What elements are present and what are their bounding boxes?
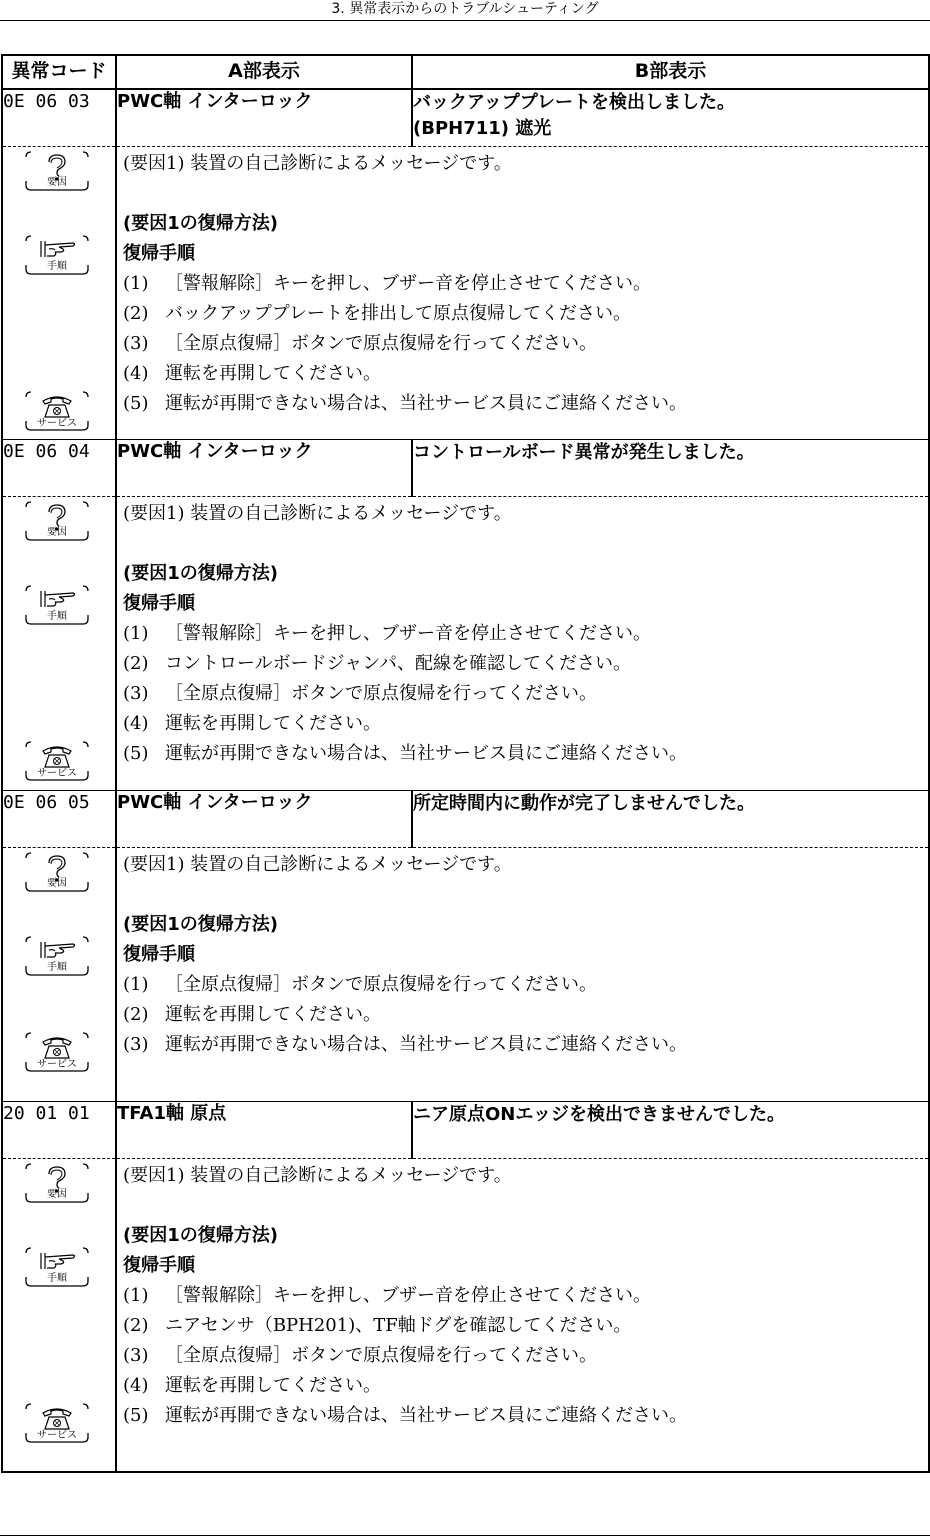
icon-column [2, 147, 116, 440]
procedure-step [123, 649, 928, 679]
procedure-step [123, 389, 928, 419]
b-display-cell [412, 89, 929, 147]
procedure-step [123, 970, 928, 1000]
error-code-cell [2, 440, 116, 497]
detail-text-cell [116, 147, 929, 440]
cause-icon-label: 要因 [47, 177, 67, 188]
error-detail-row [2, 497, 929, 791]
b-display-line: 所定時間内に動作が完了しませんでした。 [413, 793, 755, 814]
cause-text: (要因1) 装置の自己診断によるメッセージです。 [123, 503, 512, 524]
step-number: (2) [123, 1004, 149, 1025]
cause-text: (要因1) 装置の自己診断によるメッセージです。 [123, 1165, 512, 1186]
service-icon [23, 391, 91, 431]
cause-icon [23, 501, 91, 541]
procedure-step [123, 359, 928, 389]
procedure-step [123, 1000, 928, 1030]
b-display-cell [412, 1102, 929, 1159]
detail-text-cell [116, 497, 929, 791]
error-entry-row [2, 440, 929, 497]
step-number: (5) [123, 743, 149, 764]
step-number: (4) [123, 713, 149, 734]
b-display-line: バックアッププレートを検出しました。 [413, 92, 736, 113]
a-display-text: TFA1軸 原点 [117, 1103, 227, 1124]
procedure-heading: 復帰手順 [123, 944, 195, 965]
recovery-heading: (要因1の復帰方法) [123, 563, 278, 584]
error-code-cell [2, 1102, 116, 1159]
procedure-step [123, 1371, 928, 1401]
a-display-cell [116, 440, 412, 497]
icon-column [2, 848, 116, 1102]
step-text: ［全原点復帰］ボタンで原点復帰を行ってください。 [165, 333, 597, 354]
step-text: 運転を再開してください。 [165, 713, 381, 734]
procedure-step [123, 329, 928, 359]
procedure-step [123, 299, 928, 329]
cause-icon-label: 要因 [47, 527, 67, 538]
step-number: (3) [123, 683, 149, 704]
cause-text: (要因1) 装置の自己診断によるメッセージです。 [123, 153, 512, 174]
step-number: (4) [123, 1375, 149, 1396]
procedure-step [123, 709, 928, 739]
service-icon-label: サービス [37, 768, 77, 779]
error-code-table [1, 54, 930, 1473]
procedure-icon [23, 936, 91, 976]
procedure-heading: 復帰手順 [123, 593, 195, 614]
step-number: (1) [123, 623, 149, 644]
b-display-cell [412, 440, 929, 497]
step-number: (3) [123, 1034, 149, 1055]
a-display-text: PWC軸 インターロック [117, 792, 313, 813]
step-text: 運転を再開してください。 [165, 363, 381, 384]
service-icon-label: サービス [37, 1430, 77, 1441]
step-number: (4) [123, 363, 149, 384]
detail-text-cell [116, 848, 929, 1102]
column-header-error-code: 異常コード [2, 55, 116, 89]
cause-icon [23, 1163, 91, 1203]
procedure-step [123, 739, 928, 769]
a-display-cell [116, 1102, 412, 1159]
procedure-icon [23, 235, 91, 275]
step-number: (2) [123, 1315, 149, 1336]
procedure-icon [23, 585, 91, 625]
step-number: (1) [123, 1285, 149, 1306]
b-display-cell [412, 791, 929, 848]
error-code: 20 01 01 [3, 1103, 90, 1124]
a-display-text: PWC軸 インターロック [117, 91, 313, 112]
error-detail-row [2, 1159, 929, 1473]
procedure-icon [23, 1247, 91, 1287]
step-text: コントロールボードジャンパ、配線を確認してください。 [165, 653, 632, 674]
service-icon [23, 1032, 91, 1072]
b-display-line: (BPH711) 遮光 [413, 118, 552, 139]
recovery-heading: (要因1の復帰方法) [123, 213, 278, 234]
a-display-cell [116, 89, 412, 147]
recovery-heading: (要因1の復帰方法) [123, 914, 278, 935]
detail-text-cell [116, 1159, 929, 1473]
step-number: (3) [123, 1345, 149, 1366]
page-header-title: 3. 異常表示からのトラブルシューティング [331, 1, 599, 17]
spacer [123, 179, 928, 209]
step-text: 運転を再開してください。 [165, 1375, 381, 1396]
footer-rule [0, 1535, 930, 1536]
cause-icon-label: 要因 [47, 878, 67, 889]
procedure-icon-label: 手順 [47, 261, 67, 272]
step-number: (2) [123, 303, 149, 324]
error-code-cell [2, 791, 116, 848]
step-number: (3) [123, 333, 149, 354]
step-text: ［警報解除］キーを押し、ブザー音を停止させてください。 [165, 1285, 651, 1306]
step-text: ［警報解除］キーを押し、ブザー音を停止させてください。 [165, 623, 651, 644]
procedure-step [123, 619, 928, 649]
step-text: 運転を再開してください。 [165, 1004, 381, 1025]
spacer [123, 880, 928, 910]
recovery-heading: (要因1の復帰方法) [123, 1225, 278, 1246]
page-header [0, 0, 930, 21]
spacer [123, 529, 928, 559]
b-display-line: ニア原点ONエッジを検出できませんでした。 [413, 1104, 786, 1125]
procedure-icon-label: 手順 [47, 611, 67, 622]
service-icon [23, 1403, 91, 1443]
error-detail-row [2, 848, 929, 1102]
step-text: 運転が再開できない場合は、当社サービス員にご連絡ください。 [165, 743, 687, 764]
icon-column [2, 1159, 116, 1473]
step-text: バックアッププレートを排出して原点復帰してください。 [165, 303, 632, 324]
column-header-a-display: A部表示 [116, 55, 412, 89]
table-header-row [2, 55, 929, 89]
procedure-step [123, 679, 928, 709]
step-text: 運転が再開できない場合は、当社サービス員にご連絡ください。 [165, 1405, 687, 1426]
cause-icon-label: 要因 [47, 1189, 67, 1200]
procedure-step [123, 269, 928, 299]
procedure-step [123, 1341, 928, 1371]
step-number: (2) [123, 653, 149, 674]
error-entry-row [2, 791, 929, 848]
procedure-step [123, 1401, 928, 1431]
step-text: 運転が再開できない場合は、当社サービス員にご連絡ください。 [165, 393, 687, 414]
error-code: 0E 06 03 [3, 91, 90, 112]
a-display-text: PWC軸 インターロック [117, 441, 313, 462]
cause-icon [23, 151, 91, 191]
step-text: ［全原点復帰］ボタンで原点復帰を行ってください。 [165, 1345, 597, 1366]
error-entry-row [2, 1102, 929, 1159]
step-text: ニアセンサ（BPH201)、TF軸ドグを確認してください。 [165, 1315, 632, 1336]
step-number: (5) [123, 393, 149, 414]
procedure-icon-label: 手順 [47, 962, 67, 973]
service-icon-label: サービス [37, 1059, 77, 1070]
step-number: (1) [123, 974, 149, 995]
procedure-step [123, 1281, 928, 1311]
service-icon [23, 741, 91, 781]
procedure-heading: 復帰手順 [123, 1255, 195, 1276]
column-header-b-display: B部表示 [412, 55, 929, 89]
a-display-cell [116, 791, 412, 848]
step-text: ［全原点復帰］ボタンで原点復帰を行ってください。 [165, 974, 597, 995]
step-text: ［警報解除］キーを押し、ブザー音を停止させてください。 [165, 273, 651, 294]
error-code: 0E 06 05 [3, 792, 90, 813]
spacer [123, 1191, 928, 1221]
procedure-icon-label: 手順 [47, 1273, 67, 1284]
step-text: ［全原点復帰］ボタンで原点復帰を行ってください。 [165, 683, 597, 704]
step-number: (1) [123, 273, 149, 294]
error-detail-row [2, 147, 929, 440]
error-code-cell [2, 89, 116, 147]
step-text: 運転が再開できない場合は、当社サービス員にご連絡ください。 [165, 1034, 687, 1055]
step-number: (5) [123, 1405, 149, 1426]
error-code: 0E 06 04 [3, 441, 90, 462]
error-entry-row [2, 89, 929, 147]
procedure-step [123, 1311, 928, 1341]
b-display-line: コントロールボード異常が発生しました。 [413, 442, 755, 463]
icon-column [2, 497, 116, 791]
procedure-heading: 復帰手順 [123, 243, 195, 264]
cause-text: (要因1) 装置の自己診断によるメッセージです。 [123, 854, 512, 875]
service-icon-label: サービス [37, 418, 77, 429]
cause-icon [23, 852, 91, 892]
procedure-step [123, 1030, 928, 1060]
